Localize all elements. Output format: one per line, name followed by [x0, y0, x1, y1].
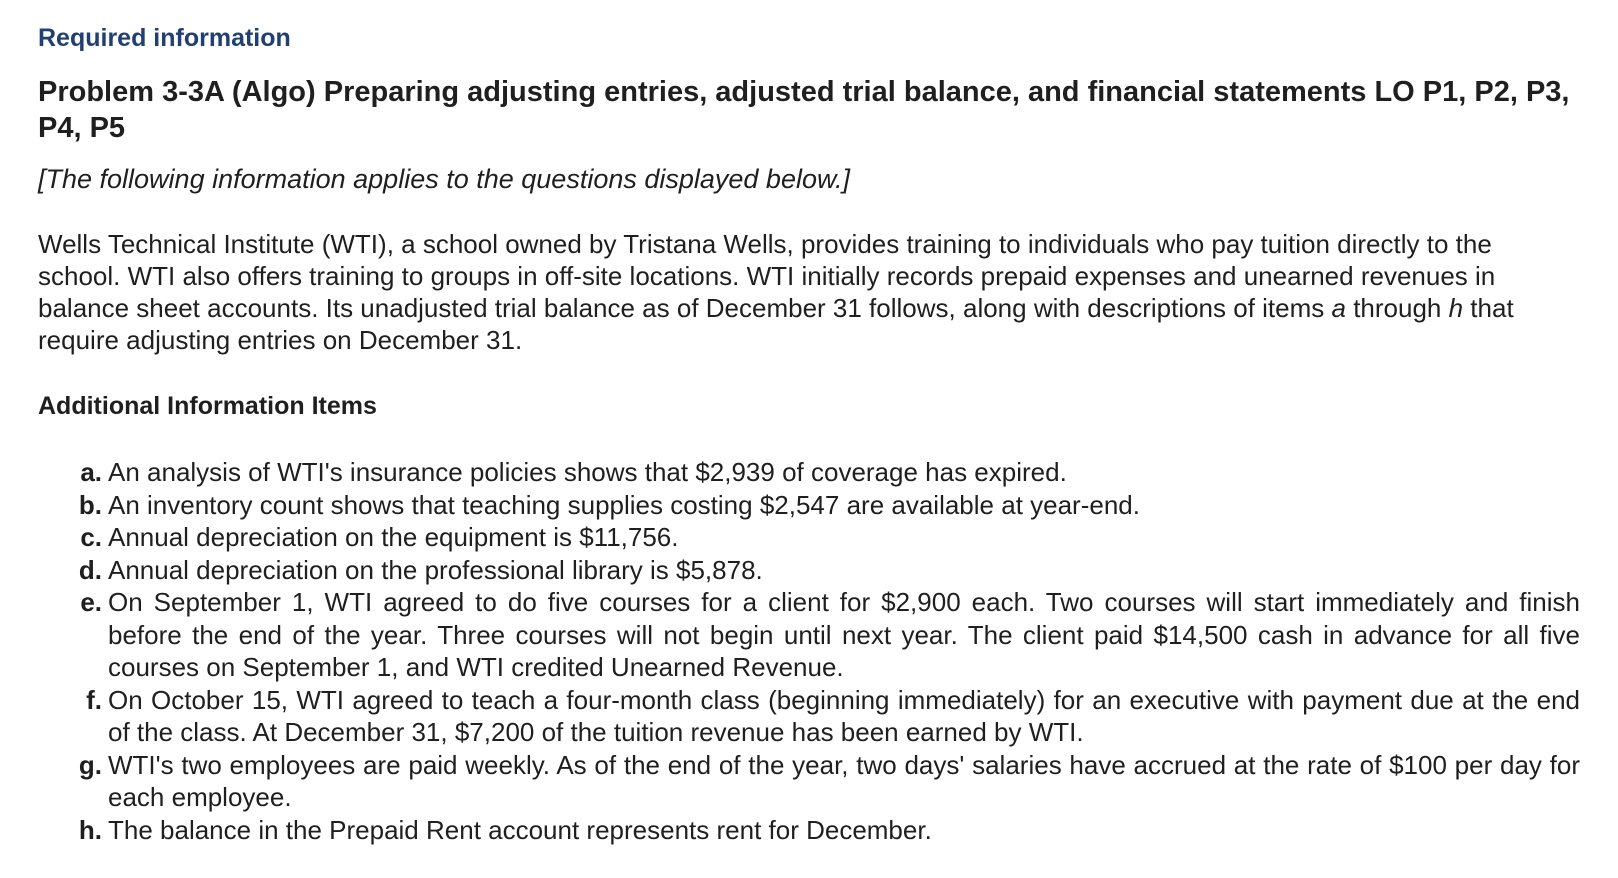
- list-item: [38, 521, 1580, 554]
- item-letter: a.: [80, 457, 102, 487]
- item-text: Annual depreciation on the professional library is $5,878.: [108, 554, 763, 585]
- list-item: [38, 814, 1580, 847]
- item-text: The balance in the Prepaid Rent account represents rent for December.: [108, 814, 932, 845]
- intro-text-part-3: that require adjusting entries on December 31.: [38, 293, 1514, 355]
- intro-var-a: a: [1331, 293, 1346, 323]
- item-letter: e.: [80, 587, 102, 617]
- intro-text-part-2: through: [1345, 293, 1449, 323]
- item-letter: g.: [78, 749, 102, 780]
- list-item: [38, 684, 1580, 749]
- list-item: [38, 749, 1580, 814]
- required-information-heading: Required information: [38, 24, 291, 52]
- intro-paragraph: [38, 228, 1580, 356]
- item-text: An inventory count shows that teaching supplies costing $2,547 are available at year-end.: [108, 489, 1140, 520]
- list-item: [38, 554, 1580, 587]
- item-letter: c.: [80, 522, 102, 552]
- intro-var-h: h: [1448, 293, 1464, 323]
- list-item: [38, 456, 1580, 489]
- intro-text-part-1: Wells Technical Institute (WTI), a school owned by Tristana Wells, provides training to individuals who pay tuition directly to the school. WTI also offers training to groups in off-site locations. WTI initially records prepaid expenses and unearned revenues in balance sheet accounts. Its unadjusted trial balance as of December 31 follows, along with descriptions of items: [38, 229, 1496, 323]
- item-text: On October 15, WTI agreed to teach a four-month class (beginning immediately) for an executive with payment due at the end of the class. At December 31, $7,200 of the tuition revenue has been earned by WTI.: [108, 684, 1580, 747]
- item-text: WTI's two employees are paid weekly. As of the end of the year, two days' salaries have accrued at the rate of $100 per day for each employee.: [108, 749, 1580, 812]
- item-letter: h.: [78, 814, 102, 845]
- applies-note: [The following information applies to the questions displayed below.]: [38, 164, 850, 194]
- problem-title: Problem 3-3A (Algo) Preparing adjusting entries, adjusted trial balance, and financial statements LO P1, P2, P3, P4, P5: [38, 76, 1570, 144]
- list-item: [38, 489, 1580, 522]
- item-text: Annual depreciation on the equipment is $11,756.: [108, 522, 679, 552]
- item-text: An analysis of WTI's insurance policies shows that $2,939 of coverage has expired.: [108, 457, 1067, 487]
- item-text: On September 1, WTI agreed to do five courses for a client for $2,900 each. Two courses will start immediately and finish before the end of the year. Three courses will not begin until next year. The client paid $14,500 cash in advance for all five courses on September 1, and WTI credited Unearned Revenue.: [108, 587, 1580, 682]
- additional-information-list: [38, 456, 1580, 846]
- item-letter: b.: [78, 489, 102, 520]
- additional-information-heading: Additional Information Items: [38, 392, 377, 420]
- list-item: [38, 586, 1580, 684]
- item-letter: f.: [86, 684, 102, 715]
- item-letter: d.: [78, 554, 102, 585]
